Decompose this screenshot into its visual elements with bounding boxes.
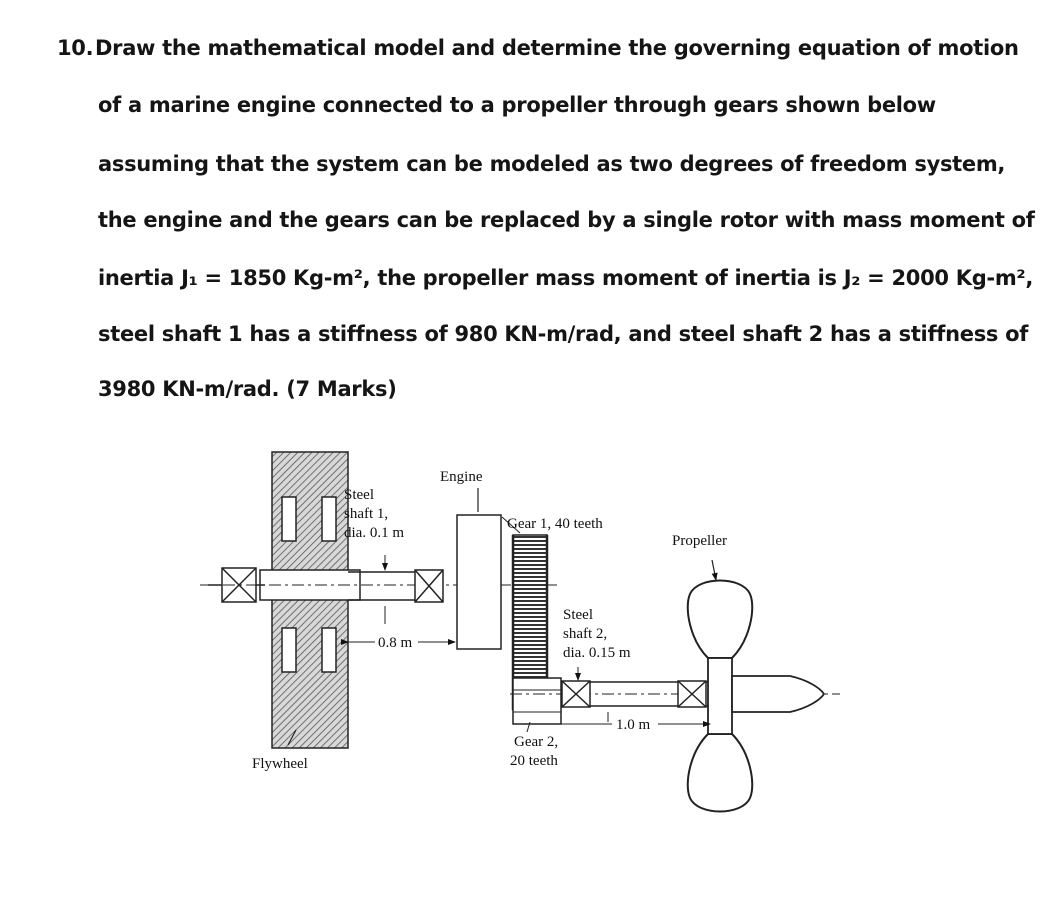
question-line-4: the engine and the gears can be replaced by a single rotor with mass moment of: [98, 208, 1035, 232]
bearing-middle: [415, 570, 443, 602]
gear2-label-2: 20 teeth: [510, 753, 558, 769]
gear2-label-1: Gear 2,: [514, 734, 559, 750]
gear-2: [513, 678, 561, 724]
gear1-label: Gear 1, 40 teeth: [507, 516, 603, 532]
shaft2-label-2: shaft 2,: [563, 626, 608, 642]
propeller: [688, 560, 824, 812]
question-line-5: inertia J₁ = 1850 Kg-m², the propeller mass moment of inertia is J₂ = 2000 Kg-m²,: [98, 266, 1033, 290]
question-line-7: 3980 KN-m/rad. (7 Marks): [98, 377, 397, 401]
question-line-1: Draw the mathematical model and determine the governing equation of motion: [95, 36, 1019, 60]
flywheel-label: Flywheel: [252, 756, 308, 772]
question-line-3: assuming that the system can be modeled as two degrees of freedom system,: [98, 152, 1006, 176]
question-line-2: of a marine engine connected to a propeller through gears shown below: [98, 93, 936, 117]
shaft2-label-3: dia. 0.15 m: [563, 645, 631, 661]
question-line-6: steel shaft 1 has a stiffness of 980 KN-m/rad, and steel shaft 2 has a stiffness of: [98, 322, 1029, 346]
shaft1-label-1: Steel: [344, 487, 374, 503]
shaft2-label-1: Steel: [563, 607, 593, 623]
shaft1-label-3: dia. 0.1 m: [344, 525, 404, 541]
propeller-label: Propeller: [672, 533, 727, 549]
length1-label: 0.8 m: [378, 635, 413, 651]
shaft1-label-2: shaft 1,: [344, 506, 389, 522]
length2-label: 1.0 m: [616, 717, 651, 733]
question-number: 10.: [57, 36, 94, 60]
engine-label: Engine: [440, 469, 483, 485]
engine: [457, 488, 501, 649]
